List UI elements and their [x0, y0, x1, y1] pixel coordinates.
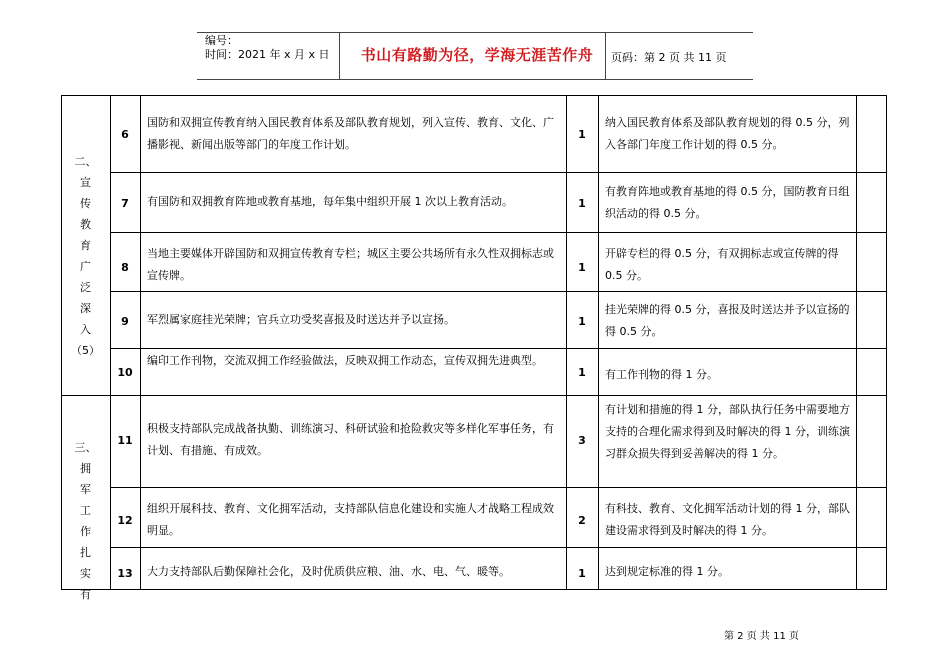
column-divider — [598, 95, 599, 590]
row-divider — [110, 291, 887, 292]
category-char: 广 — [80, 260, 91, 273]
header-meta — [205, 34, 330, 62]
row-number: 7 — [121, 197, 129, 210]
category-cell — [61, 437, 110, 605]
row-score: 1 — [578, 315, 586, 328]
row-criteria: 开辟专栏的得 0.5 分，有双拥标志或宣传牌的得 0.5 分。 — [605, 247, 839, 282]
category-char: 二、 — [74, 155, 97, 168]
row-criteria: 有科技、教育、文化拥军活动计划的得 1 分，部队建设需求得到及时解决的得 1 分。 — [605, 502, 850, 537]
category-char: 育 — [80, 239, 91, 252]
category-char: 作 — [80, 525, 91, 538]
category-char: 深 — [80, 302, 91, 315]
row-criteria: 纳入国民教育体系及部队教育规划的得 0.5 分，列入各部门年度工作计划的得 0.5 分。 — [605, 116, 850, 151]
row-score: 1 — [578, 197, 586, 210]
row-content: 大力支持部队后勤保障社会化，及时优质供应粮、油、水、电、气、暖等。 — [147, 565, 510, 578]
row-content: 组织开展科技、教育、文化拥军活动，支持部队信息化建设和实施人才战略工程成效明显。 — [147, 502, 554, 537]
category-char: 扎 — [80, 546, 91, 559]
category-char: 实 — [80, 567, 91, 580]
column-divider — [140, 95, 141, 590]
row-content: 国防和双拥宣传教育纳入国民教育体系及部队教育规划，列入宣传、教育、文化、广播影视、新闻出版等部门的年度工作计划。 — [147, 116, 554, 151]
header-divider — [339, 32, 340, 80]
column-divider — [856, 95, 857, 590]
row-divider — [110, 172, 887, 173]
row-score: 3 — [578, 434, 586, 447]
row-content: 当地主要媒体开辟国防和双拥宣传教育专栏；城区主要公共场所有永久性双拥标志或宣传牌。 — [147, 247, 554, 282]
section-divider — [61, 395, 887, 396]
row-criteria: 有工作刊物的得 1 分。 — [605, 368, 718, 381]
header-top-border — [197, 32, 753, 33]
category-char: 工 — [80, 504, 91, 517]
row-score: 1 — [578, 567, 586, 580]
category-char: 拥 — [80, 462, 91, 475]
evaluation-table — [61, 95, 887, 601]
category-char: （5） — [71, 344, 100, 357]
row-content: 有国防和双拥教育阵地或教育基地，每年集中组织开展 1 次以上教育活动。 — [147, 195, 513, 208]
serial-label: 编号： — [205, 34, 238, 47]
category-char: 三、 — [74, 441, 97, 454]
row-score: 1 — [578, 128, 586, 141]
page-header — [197, 32, 753, 80]
row-number: 11 — [117, 434, 133, 447]
row-content: 军烈属家庭挂光荣牌；官兵立功受奖喜报及时送达并予以宣扬。 — [147, 313, 455, 326]
time-label: 时间：2021 年 x 月 x 日 — [205, 48, 330, 61]
category-char: 入 — [80, 323, 91, 336]
row-number: 6 — [121, 128, 129, 141]
category-char: 教 — [80, 218, 91, 231]
row-criteria: 有计划和措施的得 1 分，部队执行任务中需要地方支持的合理化需求得到及时解决的得 1 分，训练演习群众损失得到妥善解决的得 1 分。 — [605, 403, 850, 460]
row-score: 1 — [578, 366, 586, 379]
row-number: 8 — [121, 261, 129, 274]
header-page-label: 页码：第 2 页 共 11 页 — [611, 51, 727, 64]
row-divider — [110, 547, 887, 548]
table-border — [61, 95, 887, 96]
category-char: 宣 — [80, 176, 91, 189]
row-criteria: 挂光荣牌的得 0.5 分，喜报及时送达并予以宣扬的得 0.5 分。 — [605, 303, 850, 338]
row-criteria: 有教育阵地或教育基地的得 0.5 分，国防教育日组织活动的得 0.5 分。 — [605, 185, 850, 220]
category-char: 有 — [80, 588, 91, 601]
row-divider — [110, 232, 887, 233]
row-score: 1 — [578, 261, 586, 274]
row-number: 10 — [117, 366, 133, 379]
table-border — [61, 589, 887, 590]
row-criteria: 达到规定标准的得 1 分。 — [605, 565, 729, 578]
row-divider — [110, 487, 887, 488]
table-border — [886, 95, 887, 590]
page-footer: 第 2 页 共 11 页 — [724, 631, 799, 642]
row-score: 2 — [578, 514, 586, 527]
row-content: 编印工作刊物，交流双拥工作经验做法，反映双拥工作动态，宣传双拥先进典型。 — [147, 354, 543, 367]
category-char: 军 — [80, 483, 91, 496]
row-number: 13 — [117, 567, 133, 580]
row-divider — [110, 348, 887, 349]
category-char: 传 — [80, 197, 91, 210]
row-number: 9 — [121, 315, 129, 328]
header-motto: 书山有路勤为径，学海无涯苦作舟 — [360, 46, 594, 64]
row-content: 积极支持部队完成战备执勤、训练演习、科研试验和抢险救灾等多样化军事任务，有计划、有措施、有成效。 — [147, 422, 554, 457]
category-char: 泛 — [80, 281, 91, 294]
row-number: 12 — [117, 514, 133, 527]
category-cell — [61, 151, 110, 361]
header-bottom-border — [197, 79, 753, 80]
